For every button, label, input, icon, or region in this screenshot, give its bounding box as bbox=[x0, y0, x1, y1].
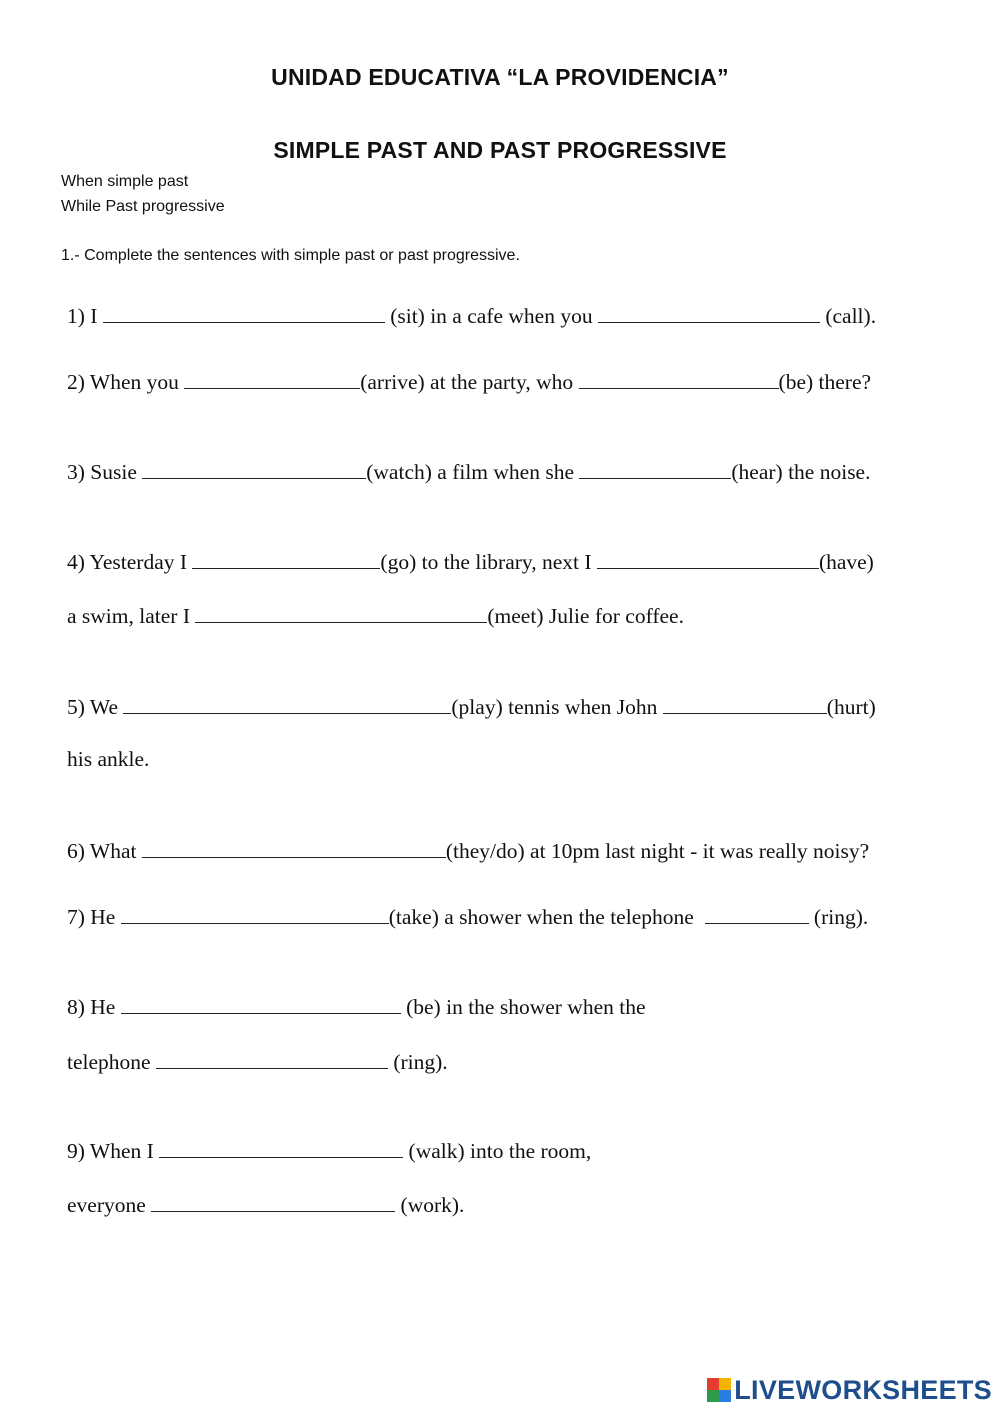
answer-blank[interactable] bbox=[121, 993, 401, 1014]
answer-blank[interactable] bbox=[195, 602, 487, 623]
logo-text: LIVEWORKSHEETS bbox=[734, 1374, 992, 1405]
question-8-start: 8) He bbox=[67, 995, 116, 1019]
question-9-line2-end: (work). bbox=[400, 1193, 465, 1217]
worksheet-title: SIMPLE PAST AND PAST PROGRESSIVE bbox=[273, 137, 727, 163]
logo-mark-icon bbox=[707, 1378, 731, 1402]
answer-blank[interactable] bbox=[663, 693, 827, 714]
question-3-middle: (watch) a film when she bbox=[366, 460, 575, 484]
question-4-start: 4) Yesterday I bbox=[67, 550, 188, 574]
question-6 bbox=[67, 837, 869, 864]
question-6-end: (they/do) at 10pm last night - it was really noisy? bbox=[445, 839, 870, 863]
answer-blank[interactable] bbox=[579, 458, 731, 479]
answer-blank[interactable] bbox=[705, 903, 809, 924]
question-8-line2-start: telephone bbox=[67, 1050, 151, 1074]
answer-blank[interactable] bbox=[103, 302, 385, 323]
answer-blank[interactable] bbox=[142, 458, 366, 479]
question-9-start: 9) When I bbox=[67, 1139, 154, 1163]
question-1 bbox=[67, 302, 876, 329]
question-4-line2-start: a swim, later I bbox=[67, 604, 190, 628]
question-3-end: (hear) the noise. bbox=[731, 460, 871, 484]
question-4-continued bbox=[67, 602, 684, 629]
question-4-middle: (go) to the library, next I bbox=[380, 550, 592, 574]
question-8-continued bbox=[67, 1048, 448, 1075]
answer-blank[interactable] bbox=[123, 693, 451, 714]
question-4-end: (have) bbox=[818, 550, 874, 574]
question-8-line2-end: (ring). bbox=[393, 1050, 448, 1074]
question-9-line2-start: everyone bbox=[67, 1193, 146, 1217]
question-9 bbox=[67, 1137, 591, 1164]
question-4 bbox=[67, 548, 874, 575]
hint-when: When simple past bbox=[61, 173, 189, 190]
question-2-end: (be) there? bbox=[778, 370, 872, 394]
question-9-end: (walk) into the room, bbox=[408, 1139, 592, 1163]
question-4-line2-end: (meet) Julie for coffee. bbox=[487, 604, 684, 628]
question-7-middle: (take) a shower when the telephone bbox=[388, 905, 694, 929]
question-7-start: 7) He bbox=[67, 905, 116, 929]
question-7 bbox=[67, 903, 868, 930]
answer-blank[interactable] bbox=[159, 1137, 403, 1158]
question-3 bbox=[67, 458, 870, 485]
answer-blank[interactable] bbox=[579, 368, 779, 389]
question-6-start: 6) What bbox=[67, 839, 137, 863]
question-5-continued bbox=[67, 746, 149, 772]
answer-blank[interactable] bbox=[192, 548, 380, 569]
question-9-continued bbox=[67, 1191, 464, 1218]
question-5-middle: (play) tennis when John bbox=[451, 695, 658, 719]
answer-blank[interactable] bbox=[597, 548, 819, 569]
answer-blank[interactable] bbox=[156, 1048, 388, 1069]
question-1-start: 1) I bbox=[67, 304, 98, 328]
question-7-end: (ring). bbox=[813, 905, 869, 929]
question-2-middle: (arrive) at the party, who bbox=[360, 370, 574, 394]
question-2 bbox=[67, 368, 871, 395]
question-5-end: (hurt) bbox=[826, 695, 876, 719]
school-name: UNIDAD EDUCATIVA “LA PROVIDENCIA” bbox=[271, 64, 729, 90]
question-1-middle: (sit) in a cafe when you bbox=[390, 304, 593, 328]
question-2-start: 2) When you bbox=[67, 370, 179, 394]
question-5-line2: his ankle. bbox=[67, 747, 150, 771]
question-1-end: (call). bbox=[825, 304, 877, 328]
question-3-start: 3) Susie bbox=[67, 460, 137, 484]
question-5 bbox=[67, 693, 876, 720]
question-8-end: (be) in the shower when the bbox=[406, 995, 646, 1019]
question-8 bbox=[67, 993, 646, 1020]
liveworksheets-logo bbox=[707, 1375, 992, 1405]
answer-blank[interactable] bbox=[151, 1191, 395, 1212]
answer-blank[interactable] bbox=[598, 302, 820, 323]
answer-blank[interactable] bbox=[142, 837, 446, 858]
question-5-start: 5) We bbox=[67, 695, 119, 719]
answer-blank[interactable] bbox=[121, 903, 389, 924]
answer-blank[interactable] bbox=[184, 368, 360, 389]
hint-while: While Past progressive bbox=[61, 198, 225, 215]
instruction: 1.- Complete the sentences with simple past or past progressive. bbox=[61, 247, 520, 264]
